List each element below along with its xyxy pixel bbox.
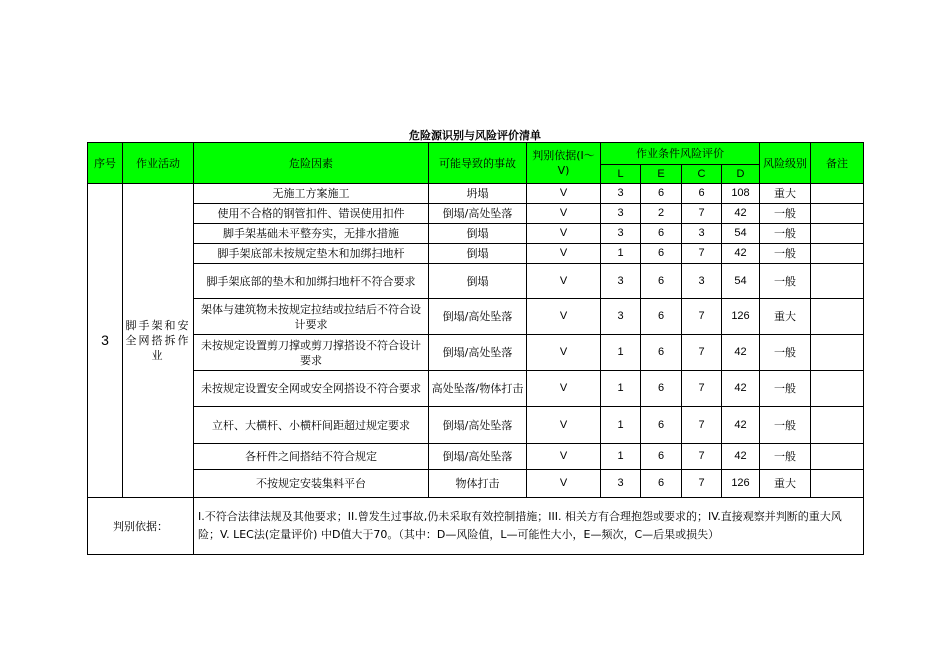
D-cell: 54: [722, 224, 760, 244]
accident-cell: 倒塌/高处坠落: [429, 407, 527, 444]
header-accident: 可能导致的事故: [429, 143, 527, 184]
accident-cell: 坍塌: [429, 184, 527, 204]
document-title: 危险源识别与风险评价清单: [409, 129, 541, 142]
hazard-cell: 未按规定设置剪刀撑或剪刀撑搭设不符合设计要求: [194, 335, 429, 371]
C-cell: 3: [682, 264, 722, 299]
level-cell: 一般: [760, 264, 811, 299]
table-row: [88, 244, 864, 264]
table-row: [88, 204, 864, 224]
L-cell: 3: [601, 299, 641, 335]
C-cell: 7: [682, 335, 722, 371]
accident-cell: 倒塌/高处坠落: [429, 335, 527, 371]
header-seq: 序号: [88, 143, 123, 184]
basis-cell: V: [527, 407, 601, 444]
table-row: [88, 335, 864, 371]
D-cell: 126: [722, 470, 760, 498]
basis-cell: V: [527, 470, 601, 498]
accident-cell: 倒塌/高处坠落: [429, 444, 527, 470]
hazard-cell: 不按规定安装集料平台: [194, 470, 429, 498]
basis-cell: V: [527, 264, 601, 299]
table-row: [88, 444, 864, 470]
basis-cell: V: [527, 204, 601, 224]
basis-cell: V: [527, 299, 601, 335]
level-cell: 一般: [760, 224, 811, 244]
E-cell: 6: [641, 224, 682, 244]
accident-cell: 倒塌/高处坠落: [429, 204, 527, 224]
remark-cell: [811, 264, 864, 299]
L-cell: 1: [601, 371, 641, 407]
D-cell: 126: [722, 299, 760, 335]
E-cell: 6: [641, 407, 682, 444]
level-cell: 一般: [760, 335, 811, 371]
header-hazard: 危险因素: [194, 143, 429, 184]
accident-cell: 高处坠落/物体打击: [429, 371, 527, 407]
remark-cell: [811, 407, 864, 444]
basis-label: 判别依据：: [88, 498, 194, 555]
E-cell: 6: [641, 264, 682, 299]
E-cell: 2: [641, 204, 682, 224]
D-cell: 108: [722, 184, 760, 204]
C-cell: 6: [682, 184, 722, 204]
C-cell: 7: [682, 371, 722, 407]
L-cell: 3: [601, 204, 641, 224]
E-cell: 6: [641, 444, 682, 470]
E-cell: 6: [641, 184, 682, 204]
header-basis: 判别依据(I～V): [527, 143, 601, 184]
L-cell: 3: [601, 184, 641, 204]
D-cell: 42: [722, 204, 760, 224]
remark-cell: [811, 335, 864, 371]
D-cell: 42: [722, 335, 760, 371]
L-cell: 3: [601, 224, 641, 244]
risk-table: [87, 142, 864, 555]
level-cell: 一般: [760, 244, 811, 264]
hazard-cell: 使用不合格的钢管扣件、错误使用扣件: [194, 204, 429, 224]
E-cell: 6: [641, 335, 682, 371]
header-activity: 作业活动: [123, 143, 194, 184]
level-cell: 一般: [760, 444, 811, 470]
L-cell: 1: [601, 407, 641, 444]
remark-cell: [811, 470, 864, 498]
group-activity: 脚手架和安全网搭拆作业: [123, 184, 194, 498]
E-cell: 6: [641, 470, 682, 498]
header-level: 风险级别: [760, 143, 811, 184]
level-cell: 一般: [760, 204, 811, 224]
accident-cell: 倒塌/高处坠落: [429, 299, 527, 335]
footer-row: [88, 498, 864, 555]
E-cell: 6: [641, 371, 682, 407]
hazard-cell: 立杆、大横杆、小横杆间距超过规定要求: [194, 407, 429, 444]
L-cell: 3: [601, 264, 641, 299]
table-row: [88, 264, 864, 299]
level-cell: 重大: [760, 299, 811, 335]
C-cell: 3: [682, 224, 722, 244]
header-C: C: [682, 165, 722, 184]
C-cell: 7: [682, 244, 722, 264]
table-row: [88, 470, 864, 498]
basis-text: I.不符合法律法规及其他要求；II.曾发生过事故,仍未采取有效控制措施；III. 相关方有合理抱怨或要求的；IV.直接观察并判断的重大风险；V. LEC法(定量评价) 中D值大于70。（其中：D—风险值，L—可能性大小，E—频次，C—后果或损失）: [194, 498, 864, 555]
level-cell: 重大: [760, 470, 811, 498]
hazard-cell: 未按规定设置安全网或安全网搭设不符合要求: [194, 371, 429, 407]
table-row: [88, 371, 864, 407]
basis-cell: V: [527, 184, 601, 204]
D-cell: 42: [722, 371, 760, 407]
remark-cell: [811, 371, 864, 407]
E-cell: 6: [641, 299, 682, 335]
basis-cell: V: [527, 444, 601, 470]
D-cell: 54: [722, 264, 760, 299]
D-cell: 42: [722, 244, 760, 264]
table-row: [88, 184, 864, 204]
basis-cell: V: [527, 244, 601, 264]
hazard-cell: 脚手架底部的垫木和加绑扫地杆不符合要求: [194, 264, 429, 299]
basis-cell: V: [527, 335, 601, 371]
C-cell: 7: [682, 470, 722, 498]
E-cell: 6: [641, 244, 682, 264]
D-cell: 42: [722, 407, 760, 444]
remark-cell: [811, 444, 864, 470]
basis-cell: V: [527, 371, 601, 407]
hazard-cell: 无施工方案施工: [194, 184, 429, 204]
level-cell: 一般: [760, 371, 811, 407]
accident-cell: 倒塌: [429, 244, 527, 264]
accident-cell: 倒塌: [429, 224, 527, 244]
remark-cell: [811, 244, 864, 264]
L-cell: 1: [601, 335, 641, 371]
basis-cell: V: [527, 224, 601, 244]
table-row: [88, 224, 864, 244]
group-seq: 3: [88, 184, 123, 498]
level-cell: 一般: [760, 407, 811, 444]
header-L: L: [601, 165, 641, 184]
remark-cell: [811, 224, 864, 244]
D-cell: 42: [722, 444, 760, 470]
hazard-cell: 各杆件之间搭结不符合规定: [194, 444, 429, 470]
remark-cell: [811, 184, 864, 204]
hazard-cell: 脚手架底部未按规定垫木和加绑扫地杆: [194, 244, 429, 264]
L-cell: 1: [601, 244, 641, 264]
header-eval: 作业条件风险评价: [601, 143, 760, 165]
table-row: [88, 407, 864, 444]
accident-cell: 物体打击: [429, 470, 527, 498]
remark-cell: [811, 299, 864, 335]
hazard-cell: 脚手架基础未平整夯实，无排水措施: [194, 224, 429, 244]
C-cell: 7: [682, 299, 722, 335]
table-row: [88, 299, 864, 335]
header-remark: 备注: [811, 143, 864, 184]
accident-cell: 倒塌: [429, 264, 527, 299]
header-E: E: [641, 165, 682, 184]
remark-cell: [811, 204, 864, 224]
C-cell: 7: [682, 444, 722, 470]
L-cell: 1: [601, 444, 641, 470]
C-cell: 7: [682, 204, 722, 224]
header-D: D: [722, 165, 760, 184]
level-cell: 重大: [760, 184, 811, 204]
hazard-cell: 架体与建筑物未按规定拉结或拉结后不符合设计要求: [194, 299, 429, 335]
L-cell: 3: [601, 470, 641, 498]
C-cell: 7: [682, 407, 722, 444]
